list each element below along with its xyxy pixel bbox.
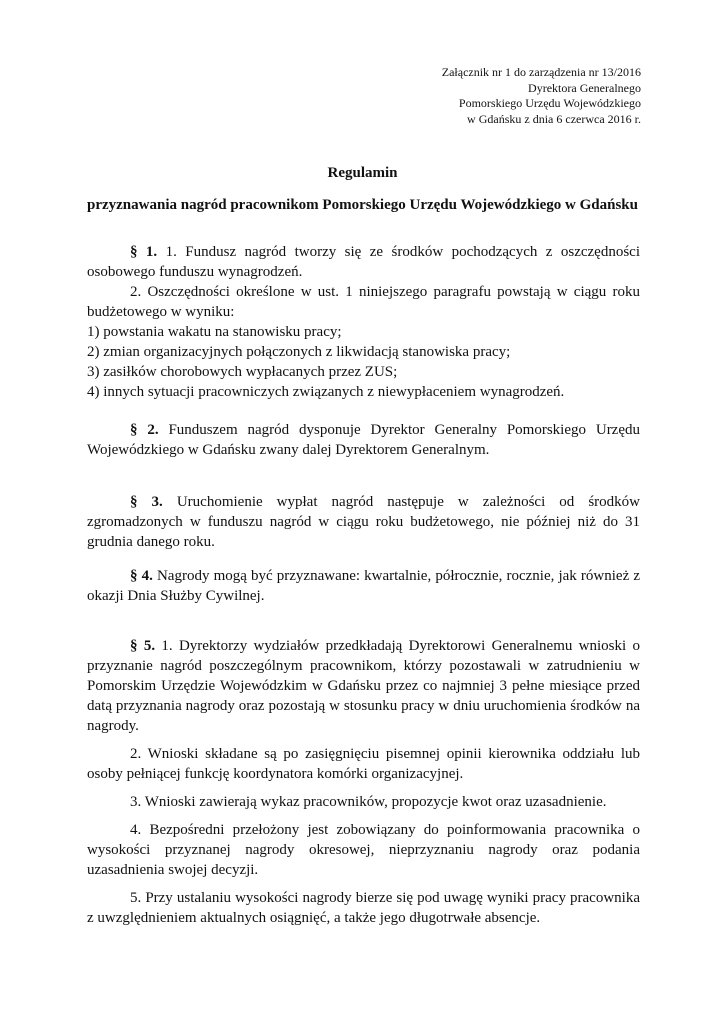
- header-line: w Gdańsku z dnia 6 czerwca 2016 r.: [467, 111, 641, 126]
- list-item: 3) zasiłków chorobowych wypłacanych przez ZUS;: [87, 364, 398, 380]
- paragraph-text: 1. Fundusz nagród tworzy się ze środków pochodzących z oszczędności osobowego funduszu wynagrodzeń.: [87, 244, 640, 280]
- paragraph-text: Funduszem nagród dysponuje Dyrektor Generalny Pomorskiego Urzędu Wojewódzkiego w Gdańsku zwany dalej Dyrektorem Generalnym.: [87, 422, 641, 458]
- section-1-paragraph-2: 2. Oszczędności określone w ust. 1 niniejszego paragrafu powstają w ciągu roku budżetowego w wyniku:: [87, 284, 640, 320]
- paragraph-text: Nagrody mogą być przyznawane: kwartalnie, półrocznie, rocznie, jak również z okazji Dnia Służby Cywilnej.: [87, 568, 640, 604]
- section-4-paragraph: [87, 566, 640, 606]
- section-5-paragraph-2: 2. Wnioski składane są po zasięgnięciu pisemnej opinii kierownika oddziału lub osoby pełniącej funkcję koordynatora komórki organizacyjnej.: [87, 746, 640, 782]
- section-2: [87, 420, 640, 460]
- section-5-paragraph-1: [87, 636, 640, 736]
- section-5-paragraph-5: 5. Przy ustalaniu wysokości nagrody bierze się pod uwagę wyniki pracy pracownika z uwzględnieniem aktualnych osiągnięć, a także jego długotrwałe absencje.: [87, 890, 640, 926]
- header-line: Załącznik nr 1 do zarządzenia nr 13/2016: [441, 65, 641, 79]
- section-5-paragraph-3: 3. Wnioski zawierają wykaz pracowników, propozycje kwot oraz uzasadnienie.: [130, 794, 607, 810]
- section-mark: § 2.: [130, 422, 159, 438]
- list-item: 1) powstania wakatu na stanowisku pracy;: [87, 324, 342, 340]
- section-5-paragraph-4: 4. Bezpośredni przełożony jest zobowiązany do poinformowania pracownika o wysokości przyznanej nagrody okresowej, nieprzyznaniu nagrody oraz podania uzasadnienia swojej decyzji.: [87, 822, 640, 878]
- list-item: 2) zmian organizacyjnych połączonych z likwidacją stanowiska pracy;: [87, 344, 511, 360]
- section-mark: § 5.: [130, 638, 156, 654]
- section-3: [87, 492, 640, 552]
- section-1: [87, 242, 640, 402]
- paragraph-text: Uruchomienie wypłat nagród następuje w zależności od środków zgromadzonych w funduszu nagród w ciągu roku budżetowego, nie później niż do 31 grudnia danego roku.: [87, 494, 641, 550]
- section-mark: § 4.: [130, 568, 153, 584]
- section-mark: § 1.: [130, 244, 158, 260]
- document-title: Regulamin: [327, 165, 398, 181]
- document-subtitle: przyznawania nagród pracownikom Pomorskiego Urzędu Wojewódzkiego w Gdańsku: [86, 197, 638, 213]
- section-4: [87, 566, 640, 606]
- section-mark: § 3.: [130, 494, 163, 510]
- list-item: 4) innych sytuacji pracowniczych związanych z niewypłaceniem wynagrodzeń.: [87, 384, 565, 400]
- paragraph-text: 1. Dyrektorzy wydziałów przedkładają Dyrektorowi Generalnemu wnioski o przyznanie nagród poszczególnym pracownikom, którzy pozostawali w zatrudnieniu w Pomorskim Urzędzie Wojewódzkim w Gdańsku przez co najmniej 3 pełne miesiące przed datą przyznania nagrody oraz pozostają w stosunku pracy w dniu uruchomienia środków na nagrody.: [87, 638, 640, 734]
- section-1-paragraph-1: [87, 242, 640, 282]
- header-line: Pomorskiego Urzędu Wojewódzkiego: [458, 96, 641, 110]
- section-2-paragraph: [87, 420, 640, 460]
- section-3-paragraph: [87, 492, 640, 552]
- document-header: [442, 65, 641, 127]
- section-5: [87, 636, 640, 928]
- header-line: Dyrektora Generalnego: [528, 80, 641, 95]
